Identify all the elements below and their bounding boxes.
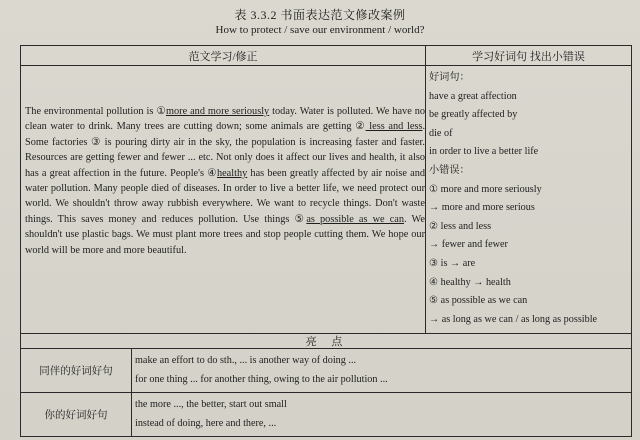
correction-item: → fewer and fewer	[429, 239, 508, 251]
left-column-header: 范文学习/修正	[188, 50, 258, 63]
error-item: ③ is → are	[429, 257, 476, 269]
header-rule	[21, 65, 631, 66]
good-phrase-item: in order to live a better life	[429, 146, 539, 158]
label-divider	[131, 348, 132, 436]
error-item: ④ healthy → health	[429, 276, 511, 288]
error-phrase-2: less and less	[365, 121, 423, 133]
essay-text: . Some factories	[25, 121, 426, 148]
table-caption: 表 3.3.2 书面表达范文修改案例	[234, 8, 406, 22]
right-column-header: 学习好词句 找出小错误	[472, 50, 585, 63]
essay-text: is pouring dirty air in the sky, the population is increasing faster and faster. Resources are getting fewer and fewer ... etc. Not only does it affect our lives and health, it also has a great affection in the future. People's	[25, 136, 425, 179]
error-phrase-5: as possible as we can	[306, 213, 405, 225]
error-item: ② less and less	[429, 220, 492, 232]
good-phrase-item: die of	[429, 127, 453, 139]
model-essay	[25, 104, 425, 258]
your-phrases	[135, 395, 629, 433]
highlights-title: 亮 点	[305, 335, 349, 348]
error-phrase-4: healthy	[216, 167, 248, 179]
error-marker-5: ⑤	[294, 213, 307, 225]
good-phrase-item: have a great affection	[429, 90, 517, 102]
correction-item: → more and more serious	[429, 202, 535, 214]
your-phrase-line: instead of doing, here and there, ...	[135, 418, 277, 429]
peer-phrases-label: 同伴的好词好句	[39, 366, 113, 377]
good-phrase-item: be greatly affected by	[429, 109, 518, 121]
errors-label: 小错误：	[429, 164, 470, 176]
essay-text: has been greatly affected by air noise and water pollution. Many people died of diseases. In order to live a better life, we need protect our world. We shouldn't throw away rubbish everywhere. We want to recycle things. Don't waste things. This saves money and reduces pollution. Use things	[25, 167, 425, 225]
good-phrases-label: 好词句：	[429, 72, 470, 83]
peer-phrases	[135, 351, 629, 389]
error-item: ⑤ as possible as we can	[429, 295, 528, 307]
essay-text: The environmental pollution is	[25, 106, 157, 117]
error-marker-2: ②	[355, 121, 366, 133]
table-subtitle: How to protect / save our environment / world?	[215, 24, 425, 36]
error-marker-3: ③	[90, 136, 102, 148]
essay-text: . We shouldn't use plastic bags. We must plant more trees and stop people cutting them. We hope our world will be more and more beautiful.	[25, 213, 425, 256]
your-phrases-label: 你的好词好句	[44, 410, 108, 421]
error-marker-1: ①	[156, 106, 166, 117]
error-item: ① more and more seriously	[429, 183, 542, 195]
correction-item: → as long as we can / as long as possible	[429, 313, 598, 325]
peer-phrase-line: for one thing ... for another thing, owing to the air pollution ...	[135, 374, 388, 385]
your-phrase-line: the more ..., the better, start out small	[135, 399, 287, 410]
error-marker-4: ④	[207, 167, 217, 179]
column-divider	[425, 46, 426, 333]
essay-text: today. Water is polluted. We have no clean water to drink. Many trees are cutting down; some animals are getting	[25, 106, 426, 133]
essay-correction-table	[20, 45, 632, 437]
vocab-column	[429, 69, 633, 329]
error-phrase-1: more and more seriously	[165, 106, 270, 117]
peer-phrase-line: make an effort to do sth., ... is another way of doing ...	[135, 355, 357, 366]
